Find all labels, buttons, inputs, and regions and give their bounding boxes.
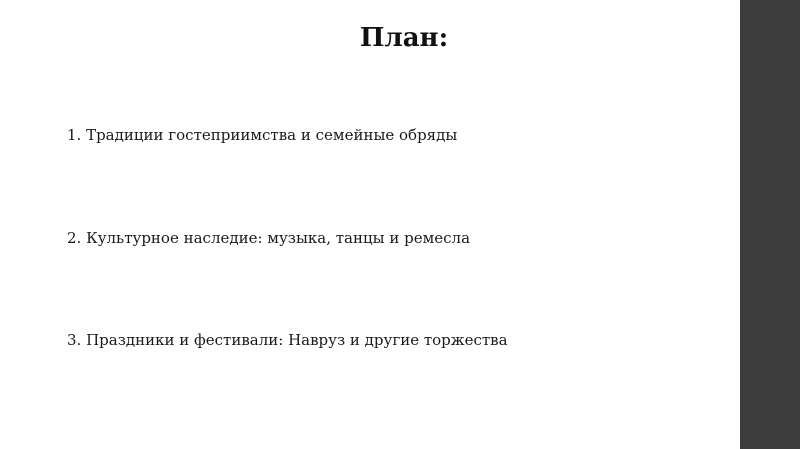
plan-item-3: 3. Праздники и фестивали: Навруз и другие торжества [67,331,508,349]
slide-title: План: [359,23,449,53]
plan-item-2: 2. Культурное наследие: музыка, танцы и ремесла [67,229,471,247]
side-panel [740,0,800,449]
plan-item-1: 1. Традиции гостеприимства и семейные обряды [67,126,458,144]
